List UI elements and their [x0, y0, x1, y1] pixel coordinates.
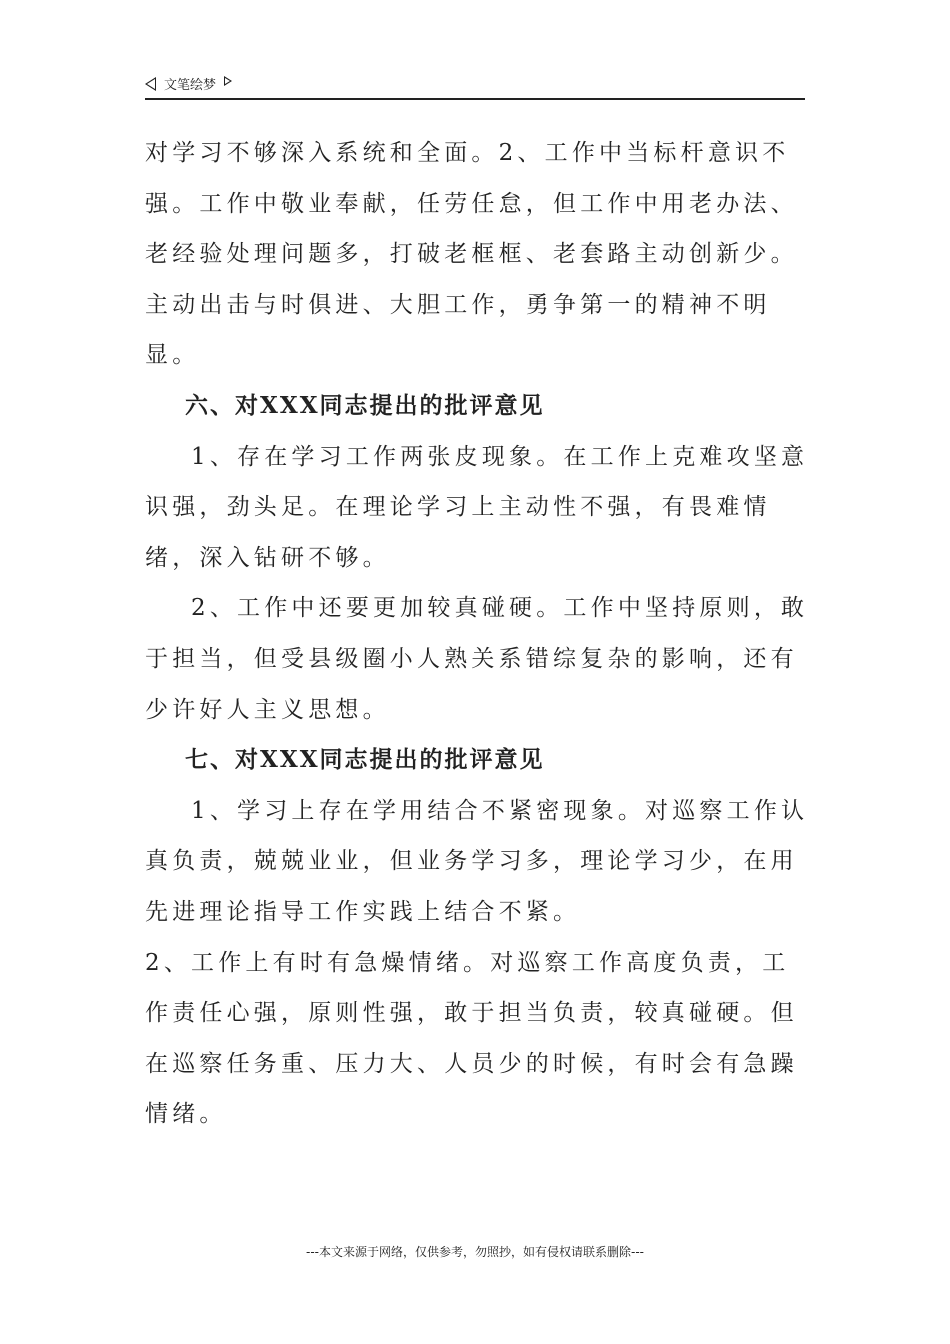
section-heading-6: 六、对XXX同志提出的批评意见 — [185, 391, 545, 419]
triangle-left-icon — [145, 77, 156, 91]
page-footer: ---本文来源于网络，仅供参考，勿照抄，如有侵权请联系删除--- — [306, 1245, 644, 1259]
header-brand — [145, 74, 232, 93]
page-header — [145, 72, 805, 100]
paragraph-6-1: 1、存在学习工作两张皮现象。在工作上克难攻坚意识强，劲头足。在理论学习上主动性不强，有畏难情绪，深入钻研不够。 — [145, 443, 809, 571]
paragraph-7-2: 2、工作上有时有急燥情绪。对巡察工作高度负责，工作责任心强，原则性强，敢于担当负责，较真碰硬。但在巡察任务重、压力大、人员少的时候，有时会有急躁情绪。 — [145, 949, 798, 1128]
paragraph-7-1: 1、学习上存在学用结合不紧密现象。对巡察工作认真负责，兢兢业业，但业务学习多，理论学习少，在用先进理论指导工作实践上结合不紧。 — [145, 797, 809, 925]
paragraph-6-2: 2、工作中还要更加较真碰硬。工作中坚持原则，敢于担当，但受县级圈小人熟关系错综复杂的影响，还有少许好人主义思想。 — [145, 595, 809, 723]
document-body — [145, 128, 809, 1140]
paragraph-1: 对学习不够深入系统和全面。2、工作中当标杆意识不强。工作中敬业奉献，任劳任怠，但工作中用老办法、老经验处理问题多，打破老框框、老套路主动创新少。主动出击与时俱进、大胆工作，勇争第一的精神不明显。 — [145, 140, 798, 369]
triangle-right-icon — [224, 76, 232, 86]
section-heading-7: 七、对XXX同志提出的批评意见 — [185, 746, 545, 774]
header-title: 文笔绘梦 — [164, 78, 217, 93]
